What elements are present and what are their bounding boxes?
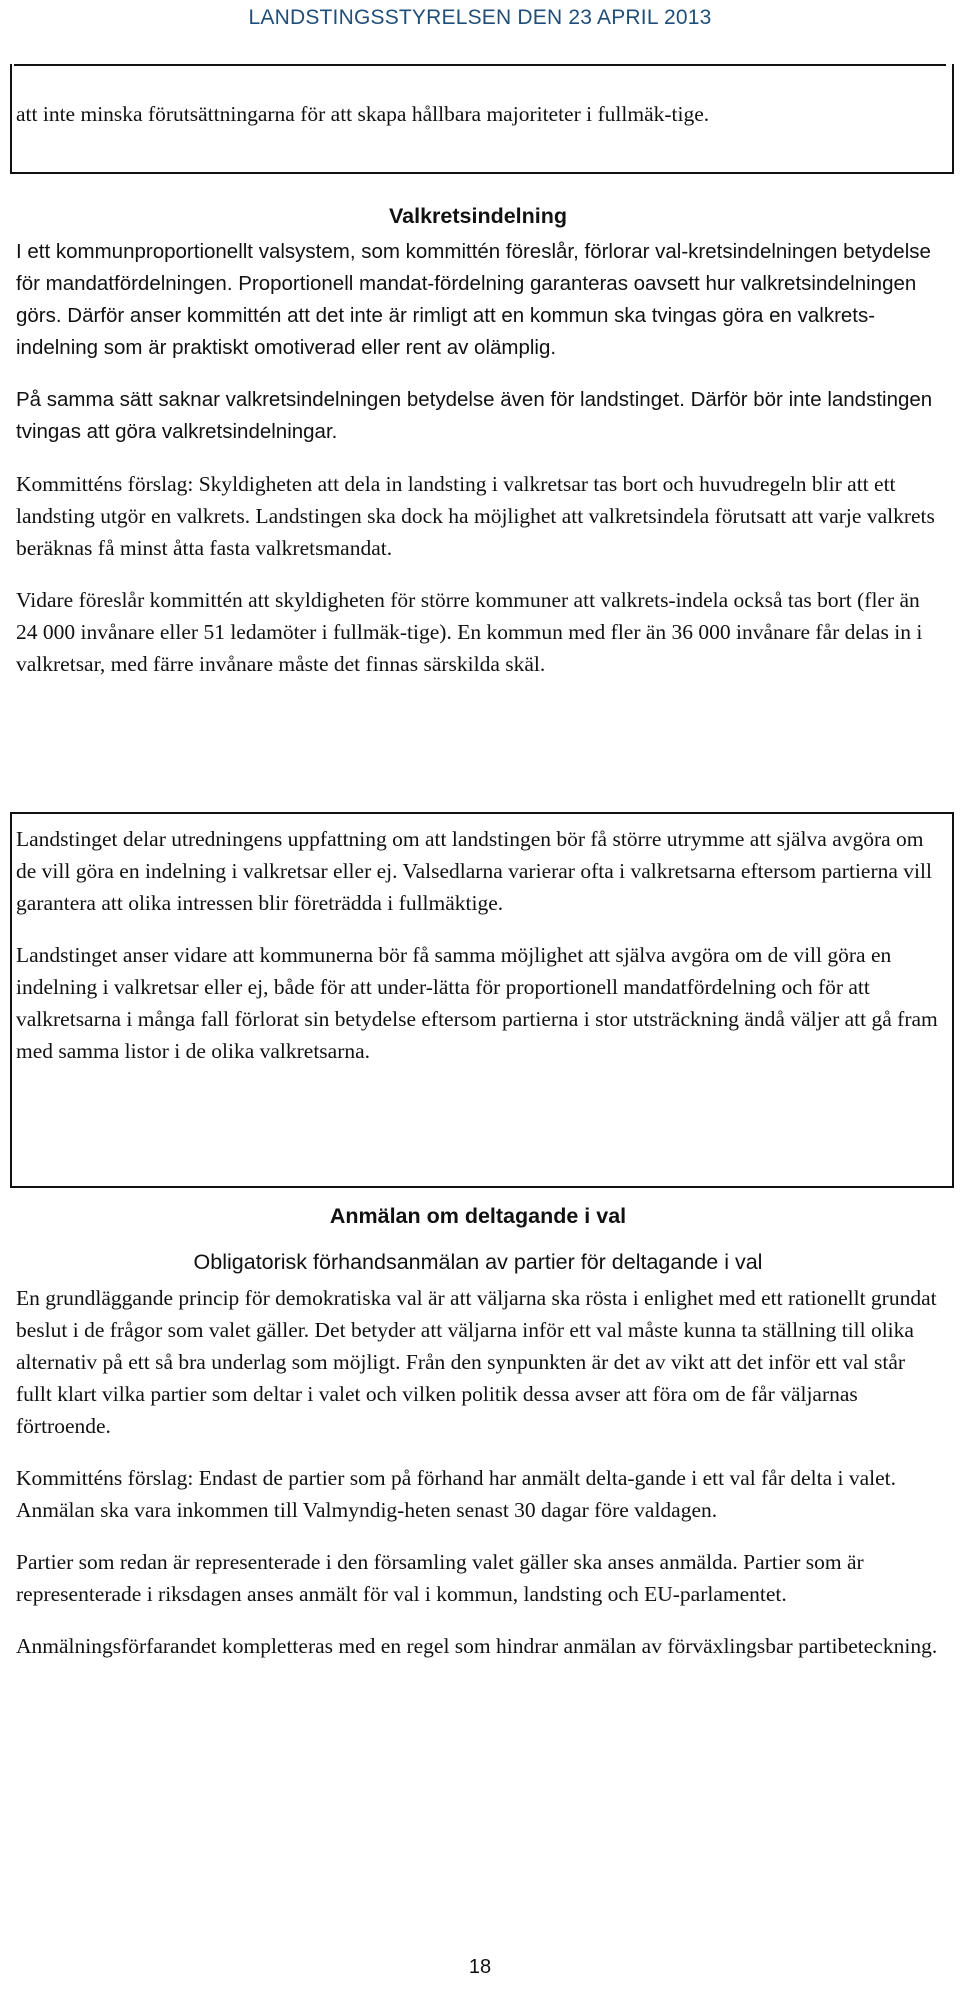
paragraph: Anmälningsförfarandet kompletteras med en regel som hindrar anmälan av förväxlingsbar partibeteckning. [16,1634,938,1658]
paragraph: Kommitténs förslag: Endast de partier som på förhand har anmält delta-gande i ett val får delta i valet. Anmälan ska vara inkommen till Valmyndig-heten senast 30 dagar före valdagen. [16,1466,896,1522]
paragraph: Kommitténs förslag: Skyldigheten att dela in landsting i valkretsar tas bort och huvudregeln blir att ett landsting utgör en valkrets. Landstingen ska dock ha möjlighet att valkretsindela förutsatt att varje valkrets beräknas få minst åtta fasta valkretsmandat. [16,472,935,560]
section-anmalan [16,1200,940,1682]
section-valkretsindelning [16,200,940,700]
box-top-content [16,98,940,130]
paragraph: Partier som redan är representerade i den församling valet gäller ska anses anmälda. Partier som är representerade i riksdagen anses anmält för val i kommun, landsting och EU-parlamentet. [16,1550,864,1606]
running-header: LANDSTINGSSTYRELSEN DEN 23 APRIL 2013 [248,6,712,29]
paragraph: Vidare föreslår kommittén att skyldigheten för större kommuner att valkrets-indela också tas bort (fler än 24 000 invånare eller 51 ledamöter i fullmäk-tige). En kommun med fler än 36 000 invånare får delas in i valkretsar, med färre invånare måste det finnas särskilda skäl. [16,588,923,676]
box-top-paragraph: att inte minska förutsättningarna för att skapa hållbara majoriteter i fullmäk-tige. [16,102,710,126]
section-subheading: Obligatorisk förhandsanmälan av partier för deltagande i val [193,1250,763,1274]
box-bottom-content [16,823,940,1067]
page-number: 18 [468,1956,492,1978]
paragraph: Landstinget delar utredningens uppfattning om att landstingen bör få större utrymme att själva avgöra om de vill göra en indelning i valkretsar eller ej. Valsedlarna varierar ofta i valkretsarna eftersom partierna vill garantera att olika intressen blir företrädda i fullmäktige. [16,827,932,915]
section-heading: Anmälan om deltagande i val [329,1204,627,1228]
paragraph: Landstinget anser vidare att kommunerna bör få samma möjlighet att själva avgöra om de vill göra en indelning i valkretsar eller ej, både för att under-lätta för proportionell mandatfördelning och för att valkretsarna i många fall förlorat sin betydelse eftersom partierna i stor utsträckning ändå väljer att gå fram med samma listor i de olika valkretsarna. [16,943,938,1063]
paragraph: I ett kommunproportionellt valsystem, som kommittén föreslår, förlorar val-kretsindelningen betydelse för mandatfördelningen. Proportionell mandat-fördelning garanteras oavsett hur valkretsindelningen görs. Därför anser kommittén att det inte är rimligt att en kommun ska tvingas göra en valkrets-indelning som är praktiskt omotiverad eller rent av olämplig. [16,240,931,359]
paragraph: På samma sätt saknar valkretsindelningen betydelse även för landstinget. Därför bör inte landstingen tvingas att göra valkretsindelningar. [16,388,933,443]
section-heading: Valkretsindelning [388,204,568,228]
paragraph: En grundläggande princip för demokratiska val är att väljarna ska rösta i enlighet med ett rationellt grundat beslut i de frågor som valet gäller. Det betyder att väljarna inför ett val måste kunna ta ställning till olika alternativ på ett så bra underlag som möjligt. Från den synpunkten är det av vikt att det inför ett val står fullt klart vilka partier som deltar i valet och vilken politik dessa avser att föra om de får väljarnas förtroende. [16,1286,937,1438]
